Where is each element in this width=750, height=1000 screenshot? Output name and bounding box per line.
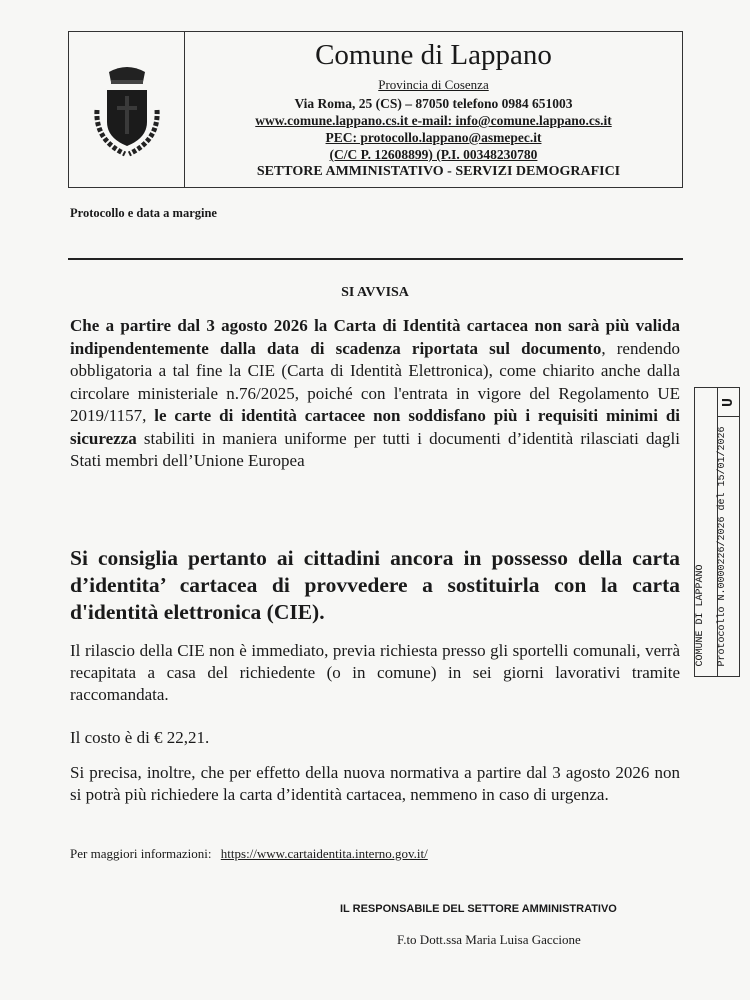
fiscal-codes: (C/C P. 12608899) (P.I. 00348230780: [329, 147, 538, 162]
stamp-protocol-col: [717, 388, 740, 676]
crest-cell: [69, 32, 185, 187]
province: Provincia di Cosenza: [378, 77, 489, 92]
normal-end: stabiliti in maniera uniforme per tutti i documenti d’identità rilasciati dagli Stati membri dell’Unione Europea: [70, 428, 680, 470]
normal-mid: , rendendo obbligatoria a tal fine la CIE (Carta di Identità Elettronica), come chiarito anche dalla circolare ministeriale n.76/2025, poiché con l'entrata in vigore del Regolamento UE 2019/1157,: [70, 338, 680, 425]
more-info-link[interactable]: https://www.cartaidentita.interno.gov.it/: [220, 846, 428, 861]
coat-of-arms-icon: [87, 60, 167, 160]
sector: SETTORE AMMINISTATIVO - SERVIZI DEMOGRAFICI: [256, 164, 621, 179]
release-paragraph: Il rilascio della CIE non è immediato, previa richiesta presso gli sportelli comunali, verrà recapitata a casa del richiedente (o in comune) in sei giorni lavorativi tramite raccomandata.: [70, 641, 680, 704]
bold-mid: le carte di identità cartacee non soddisfano più i requisiti minimi di sicurezza: [70, 406, 680, 448]
clarification-paragraph: Si precisa, inoltre, che per effetto della nuova normativa a partire dal 3 agosto 2026 non si potrà più richiedere la carta d’identità cartacea, nemmeno in caso di urgenza.: [70, 763, 680, 804]
stamp-office-col: [695, 388, 717, 676]
pec-email[interactable]: PEC: protocollo.lappano@asmepec.it: [325, 130, 542, 145]
letterhead: [68, 31, 683, 188]
notice-heading: SI AVVISA: [341, 285, 409, 300]
advice-paragraph: Si consiglia pertanto ai cittadini ancora in possesso della carta d’identita’ cartacea di provvedere a sostituirla con la carta d'identità elettronica (CIE).: [70, 546, 680, 624]
bold-start: Che a partire dal 3 agosto 2026 la Carta di Identità cartacea non sarà più valida indipendentemente dalla data di scadenza riportata sul documento: [70, 316, 680, 358]
protocol-stamp: [694, 387, 740, 677]
stamp-direction: U: [719, 397, 737, 407]
notice-paragraph: [70, 315, 680, 473]
stamp-office: COMUNE DI LAPPANO: [694, 564, 706, 667]
signatory-name: F.to Dott.ssa Maria Luisa Gaccione: [397, 932, 581, 947]
stamp-direction-box: [718, 388, 740, 417]
signatory-role: IL RESPONSABILE DEL SETTORE AMMINISTRATIVO: [340, 903, 617, 915]
letterhead-info: [185, 32, 682, 187]
more-info: [70, 846, 428, 862]
stamp-protocol-number: Protocollo N.0000226/2026 del 15/01/2026: [717, 426, 729, 667]
municipality-title: Comune di Lappano: [315, 39, 552, 71]
more-info-label: Per maggiori informazioni:: [70, 846, 212, 861]
web-email[interactable]: www.comune.lappano.cs.it e-mail: info@comune.lappano.cs.it: [255, 113, 612, 128]
cost-line: Il costo è di € 22,21.: [70, 728, 210, 747]
protocol-label: Protocollo e data a margine: [70, 206, 217, 220]
divider: [68, 258, 683, 260]
address: Via Roma, 25 (CS) – 87050 telefono 0984 651003: [294, 96, 573, 111]
